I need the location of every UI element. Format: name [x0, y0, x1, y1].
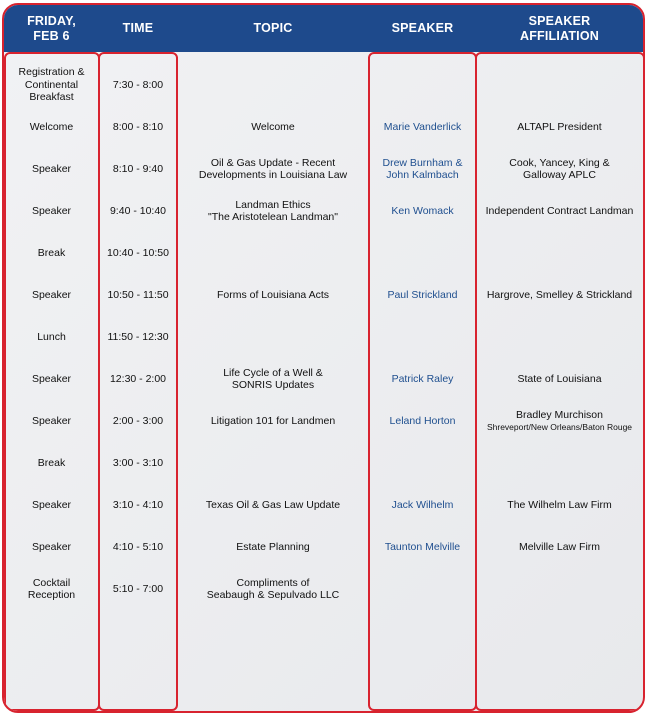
cell-session-type: Break	[37, 456, 66, 469]
cell-affiliation	[476, 568, 643, 610]
cell-session-type: Speaker	[31, 414, 72, 427]
cell-topic: Oil & Gas Update - Recent Developments in Louisiana Law	[198, 156, 348, 181]
schedule-table	[2, 3, 645, 713]
cell-topic: Texas Oil & Gas Law Update	[205, 498, 341, 511]
affiliation-name: Bradley Murchison	[516, 409, 603, 422]
cell-speaker: Drew Burnham & John Kalmbach	[382, 156, 463, 181]
cell-affiliation	[476, 64, 643, 106]
cell-speaker: Ken Womack	[391, 204, 454, 217]
cell-affiliation: Melville Law Firm	[518, 540, 601, 553]
cell-session-type: Cocktail Reception	[27, 576, 76, 601]
cell-speaker	[369, 568, 476, 610]
cell-speaker	[369, 316, 476, 358]
header-topic: TOPIC	[253, 21, 293, 35]
cell-time: 3:00 - 3:10	[112, 456, 164, 469]
cell-time: 10:40 - 10:50	[107, 246, 169, 259]
cell-affiliation: Cook, Yancey, King & Galloway APLC	[509, 156, 610, 181]
cell-speaker: Leland Horton	[389, 414, 456, 427]
header-speaker: SPEAKER	[391, 21, 454, 35]
table-row	[4, 442, 643, 484]
header-day: FRIDAY, FEB 6	[27, 13, 76, 43]
cell-topic: Compliments of Seabaugh & Sepulvado LLC	[206, 576, 340, 601]
table-row	[4, 484, 643, 526]
header-affiliation: SPEAKER AFFILIATION	[519, 13, 600, 43]
cell-topic: Welcome	[251, 120, 295, 133]
cell-affiliation: Independent Contract Landman	[485, 204, 634, 217]
cell-affiliation	[476, 232, 643, 274]
cell-time: 9:40 - 10:40	[109, 204, 167, 217]
table-row	[4, 358, 643, 400]
cell-session-type: Break	[37, 246, 66, 259]
cell-session-type: Registration & Continental Breakfast	[18, 66, 85, 104]
table-row	[4, 190, 643, 232]
table-row	[4, 148, 643, 190]
cell-topic: Estate Planning	[236, 540, 310, 553]
cell-affiliation	[476, 400, 643, 442]
table-row	[4, 64, 643, 106]
table-row	[4, 106, 643, 148]
table-row	[4, 316, 643, 358]
cell-affiliation: State of Louisiana	[517, 372, 602, 385]
cell-speaker: Marie Vanderlick	[383, 120, 462, 133]
cell-affiliation	[476, 442, 643, 484]
cell-time: 7:30 - 8:00	[112, 78, 164, 91]
cell-topic	[177, 316, 369, 358]
cell-speaker: Taunton Melville	[384, 540, 461, 553]
cell-session-type: Speaker	[31, 162, 72, 175]
cell-speaker	[369, 232, 476, 274]
cell-speaker	[369, 64, 476, 106]
cell-topic	[177, 442, 369, 484]
cell-speaker: Jack Wilhelm	[391, 498, 454, 511]
cell-session-type: Welcome	[29, 120, 74, 133]
table-row	[4, 274, 643, 316]
cell-topic: Life Cycle of a Well & SONRIS Updates	[223, 366, 323, 391]
cell-session-type: Speaker	[31, 540, 72, 553]
cell-topic: Landman Ethics "The Aristotelean Landman"	[207, 198, 339, 223]
cell-session-type: Speaker	[31, 372, 72, 385]
cell-speaker: Paul Strickland	[387, 288, 458, 301]
cell-time: 12:30 - 2:00	[109, 372, 167, 385]
cell-time: 2:00 - 3:00	[112, 414, 164, 427]
cell-topic: Forms of Louisiana Acts	[216, 288, 330, 301]
cell-topic	[177, 232, 369, 274]
cell-session-type: Lunch	[37, 330, 66, 343]
cell-session-type: Speaker	[31, 288, 72, 301]
cell-session-type: Speaker	[31, 204, 72, 217]
cell-time: 4:10 - 5:10	[112, 540, 164, 553]
cell-affiliation: Hargrove, Smelley & Strickland	[486, 288, 633, 301]
cell-time: 10:50 - 11:50	[107, 288, 169, 301]
cell-session-type: Speaker	[31, 498, 72, 511]
cell-speaker	[369, 442, 476, 484]
table-row	[4, 526, 643, 568]
cell-time: 11:50 - 12:30	[107, 330, 169, 343]
cell-speaker: Patrick Raley	[391, 372, 454, 385]
cell-topic	[177, 64, 369, 106]
table-header	[4, 5, 643, 52]
affiliation-locations: Shreveport/New Orleans/Baton Rouge	[486, 421, 633, 432]
cell-time: 8:00 - 8:10	[112, 120, 164, 133]
header-time: TIME	[122, 21, 154, 35]
cell-time: 3:10 - 4:10	[112, 498, 164, 511]
cell-affiliation: ALTAPL President	[517, 120, 602, 133]
cell-time: 5:10 - 7:00	[112, 582, 164, 595]
table-row	[4, 400, 643, 442]
cell-affiliation: The Wilhelm Law Firm	[507, 498, 612, 511]
table-row	[4, 232, 643, 274]
cell-time: 8:10 - 9:40	[112, 162, 164, 175]
cell-topic: Litigation 101 for Landmen	[210, 414, 336, 427]
cell-affiliation	[476, 316, 643, 358]
table-row	[4, 568, 643, 610]
